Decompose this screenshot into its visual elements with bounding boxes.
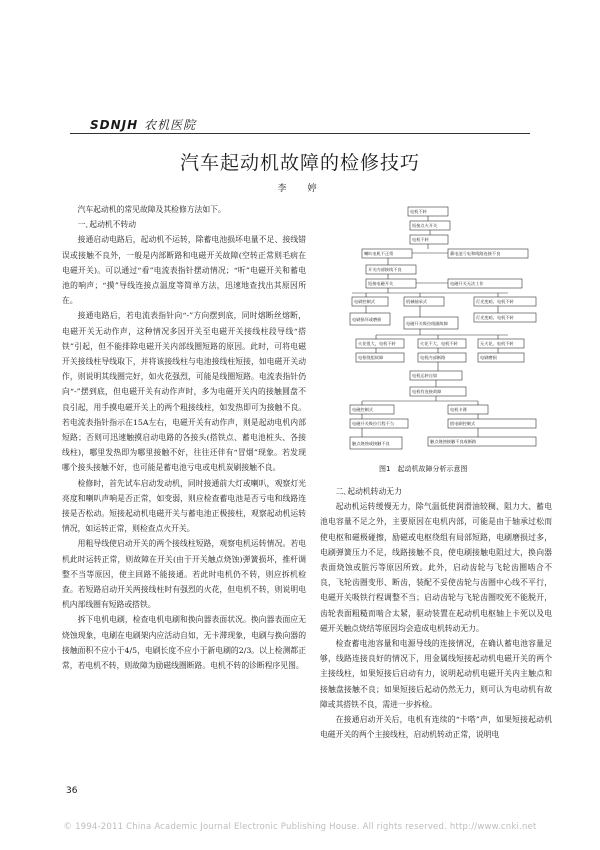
left-column <box>62 202 306 673</box>
copyright-footer: © 1994-2011 China Academic Journal Electronic Publishing House. All rights reserved. http://www.cnki.net <box>63 822 537 832</box>
diagram-label: 电机运转自如 <box>412 373 438 378</box>
diagram-label: 搭电刷控制式 <box>450 421 476 426</box>
diagram-label: 无火花，电机不转 <box>480 341 514 346</box>
diagram-label: 电刷控制式 <box>354 299 375 304</box>
diagram-label: 电磁控制式 <box>352 407 373 412</box>
article-title: 汽车起动机故障的检修技巧 <box>179 152 420 174</box>
diagram-label: 电磁开关吸拉线圈故障 <box>406 321 448 326</box>
diagram-label: 短接点火开关 <box>412 223 438 228</box>
diagram-label: 触点烧蚀接触不良或断路 <box>430 439 477 444</box>
diagram-label: 电机不转 <box>412 237 429 242</box>
diagram-label: 电机卡滞 <box>450 407 467 412</box>
diagram-label: 电刷损坏或磨损 <box>352 317 382 322</box>
diagram-label: 触点烧蚀或接触不良 <box>352 441 390 446</box>
paragraph: 检修时，首先试车启动发动机，同时接通前大灯或喇叭，观察灯光亮度和喇叭声响是否正常，如变弱，则应检查蓄电池是否亏电和线路连接是否松动。短接起动机电磁开关与蓄电池正极接柱，观察起动机运转情况，如运转正常，则检查点火开关。 <box>62 478 306 534</box>
page-number: 36 <box>66 786 78 796</box>
paragraph: 起动机运转缓慢无力，除气温低使润滑油较稠、阻力大、蓄电池电容量不足之外，主要原因在电机内部，可能是由于轴承过松而使电枢和磁极碰擦，励磁或电枢绕组有局部短路，电刷磨损过多，电刷弹簧压力不足，线路接触不良，使电刷接触电阻过大，换向器表面烧蚀或脏污等原因所致。此外，启动齿轮与飞轮齿圈啮合不良，飞轮齿圈变形、断齿，装配不妥使齿轮与齿圈中心线不平行，电磁开关吸铁行程调整不当；启动齿轮与飞轮齿圈咬死不能脱开，齿轮表面粗糙而啮合太紧，驱动装置在起动机电枢轴上卡死以及电磁开关触点烧结等原因均会造成电机转动无力。 <box>320 502 552 633</box>
diagram-label: 喇叭电机不正常 <box>364 251 394 256</box>
diagram-label: 灯光变暗，电机不转 <box>476 315 514 320</box>
journal-code: SDNJH <box>90 118 139 132</box>
journal-header <box>90 116 196 133</box>
right-column <box>320 484 552 742</box>
paragraph: 汽车起动机的常见故障及其检修方法如下。 <box>77 205 226 214</box>
diagram-label: 火花不大，电机不转 <box>420 341 458 346</box>
diagram-label: 电机不转 <box>410 209 427 214</box>
section-heading: 二､起动机转动无力 <box>335 487 402 496</box>
diagram-label: 电磁开关无法工作 <box>450 281 484 286</box>
column-name: 农机医院 <box>144 118 197 132</box>
diagram-label: 电刷磨损 <box>480 355 497 360</box>
diagram-label: 火花很大，电机不转 <box>358 341 396 346</box>
paragraph: 接通启动电路后，起动机不运转，除蓄电池损坏电量不足、接线错误或接触不良外，一般是内部断路和电磁开关故障(空转正常则毛病在电磁开关)。可以通过“看”电流表指针摆动情况；“听”电磁开关和蓄电池的响声；“摸”导线连接点温度等简单方法，迅速地查找出其原因所在。 <box>62 235 306 306</box>
fault-diagnosis-diagram <box>348 205 540 463</box>
header-rule <box>70 133 530 134</box>
diagram-label: 电机有连接故障 <box>412 389 442 394</box>
diagram-label: 短接电磁开关 <box>368 281 394 286</box>
diagram-label: 机械轴承式 <box>406 299 427 304</box>
article-author: 李 婷 <box>277 184 323 194</box>
figure-caption: 图1 起动机故障分析示意图 <box>379 465 468 473</box>
diagram-label: 蓄电池亏电和线路连接不良 <box>450 251 501 256</box>
paragraph: 拆下电机电刷，检查电机电刷和换向器表面状况。换向器表面应无烧蚀现象，电刷在电刷架内应活动自如，无卡滞现象，电刷与换向器的接触面积不应小于4/5，电刷长度不应小于新电刷的2/3。以上检测都正常，若电机不转，则故障为励磁线圈断路。电机不转的诊断程序见图。 <box>62 615 306 671</box>
diagram-label: 开关内部接线不良 <box>368 267 402 272</box>
section-heading: 一､起动机不转动 <box>77 220 137 230</box>
diagram-label: 电枢绕组故障 <box>358 355 384 360</box>
paragraph: 用粗导线使启动开关的两个接线柱短路，观察电机运转情况。若电机此时运转正常，则故障在开关(由于开关触点烧蚀)弹簧损坏，推杆调整不当等原因，使主回路不能接通。若此时电机仍不转，则应拆机检查。若短路启动开关两接线柱时有强烈的火花，但电机不转，则说明电机内部线圈有短路或搭铁。 <box>62 539 306 610</box>
paragraph: 接通电路后，若电流表指针向“-”方向摆到底，同时熔断丝熔断，电磁开关无动作声，这种情况多因开关至电磁开关接线柱段导线“搭铁”引起，但不能排除电磁开关内部线圈短路的原因。此时，可将电磁开关接线柱导线取下，并将该接线柱与电池接线柱短接，如电磁开关动作，则说明其线圈完好，如火花强烈，可能是线圈短路。电流表指针仍向“-”摆到底，但电磁开关有动作声时，多为电磁开关内的接触圆盘不良引起，用手摸电磁开关上的两个粗接线柱，如发热即可为接触不良。若电流表指针指示在15A左右，电磁开关有动作声，则是起动电机内部短路；否则可迅速触摸启动电路的各接头(搭铁点、蓄电池桩头、各接线柱)，哪里发热即为哪里接触不好，往往还伴有“冒烟”现象。若发现哪个接头接触不好，也可能是蓄电池亏电或电机炭刷接触不良。 <box>62 311 306 473</box>
paragraph: 在接通启动开关后，电机有连续的“卡嗒”声，如果短接起动机电磁开关的两个主接线柱，启动机转动正常，说明电 <box>320 715 552 740</box>
diagram-label: 电磁开关吸拉行程不当 <box>352 421 394 426</box>
diagram-label: 灯光变暗，电机不转 <box>476 299 514 304</box>
diagram-label: 电机内部断路 <box>420 355 446 360</box>
paragraph: 检查蓄电池容量和电源导线的连接情况，在确认蓄电池容量足够，线路连接良好的情况下，用金属线短接起动机电磁开关的两个主接线柱，如果短接后启动有力，说明起动机电磁开关内主触点和接触盘接触不良；如果短接后起动仍然无力，则可认为电动机有故障或其搭铁不良，需进一步拆检。 <box>320 639 552 709</box>
